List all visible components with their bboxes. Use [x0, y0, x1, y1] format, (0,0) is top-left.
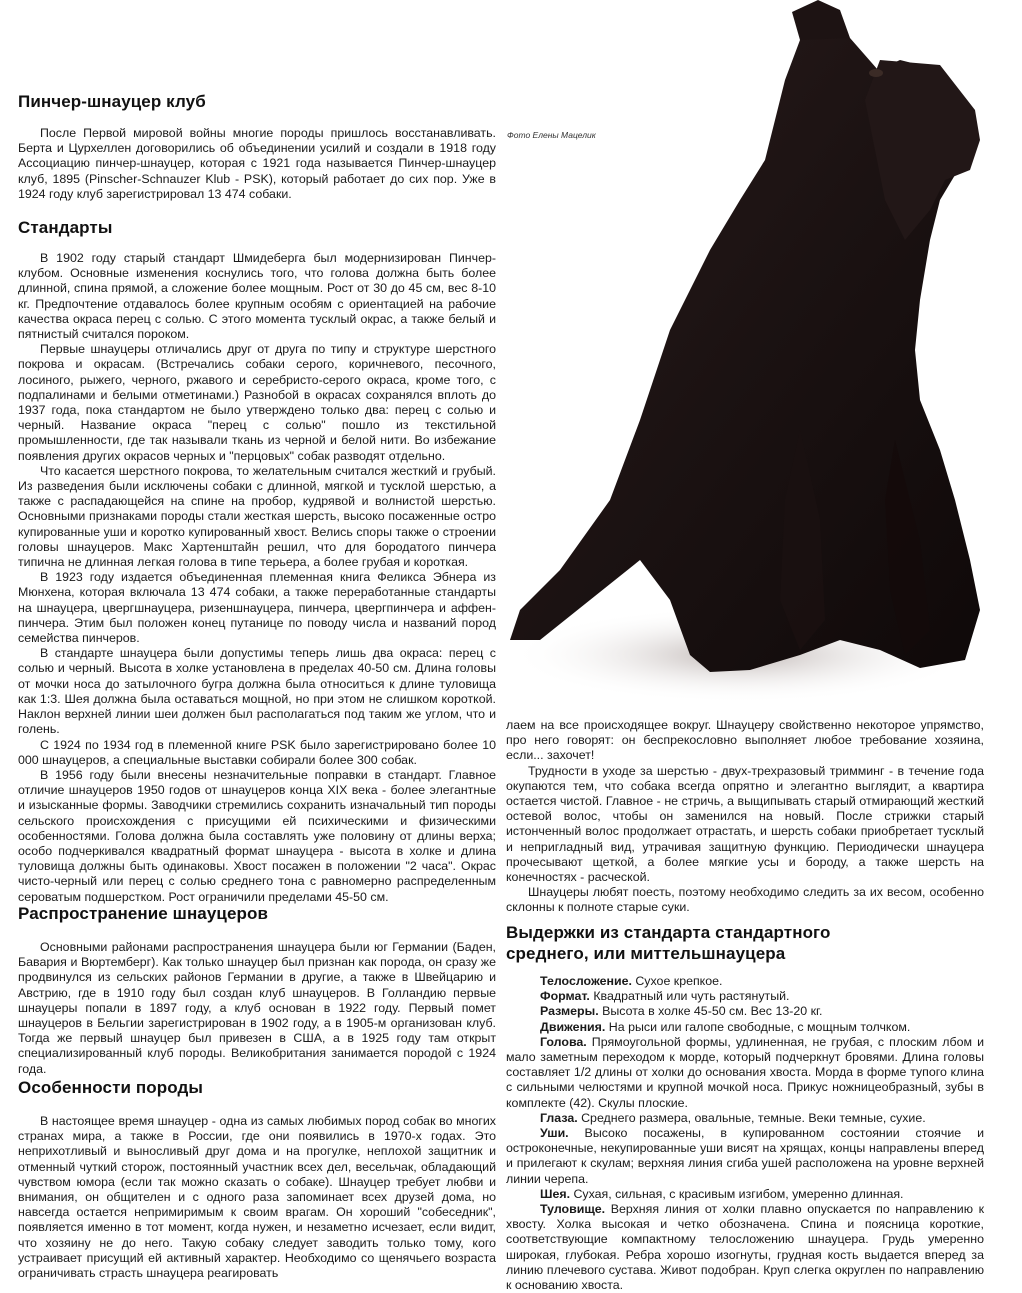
heading-club: Пинчер-шнауцер клуб: [18, 92, 206, 111]
photo-credit: Фото Елены Мацелик: [507, 130, 596, 140]
standard-item: [506, 1187, 984, 1202]
item-text: Высоко посажены, в купированном состоянии стоячие и остроконечные, некупированные уши висят на хрящах, концы направлены вперед и прилегают к скулам; верхняя линия сгиба ушей расположена на уровне верхней линии черепа.: [506, 1126, 984, 1186]
club-text: [18, 126, 496, 202]
heading-standard-excerpt: [506, 922, 984, 964]
paragraph: лаем на все происходящее вокруг. Шнауцеру свойственно некоторое упрямство, про него говорят: он беспрекословно выполняет любое требование хозяина, если... захочет!: [506, 718, 984, 763]
paragraph: Шнауцеры любят поесть, поэтому необходимо следить за их весом, особенно склонны к полноте старые суки.: [506, 885, 984, 915]
heading-spread: Распространение шнауцеров: [18, 904, 269, 923]
paragraph: В 1923 году издается объединенная племенная книга Феликса Эбнера из Мюнхена, которая включала 13 474 собаки, а также переработанные стандарты на шнауцера, цвергшнауцера, ризеншнауцера, пинчера, цвергпинчера и аффен-пинчера. Этим был положен конец путанице по поводу числа и названий пород семейства пинчеров.: [18, 570, 496, 646]
heading-line-1: Выдержки из стандарта стандартного: [506, 923, 831, 942]
paragraph: В настоящее время шнауцер - одна из самых любимых пород собак во многих странах мира, а также в России, где они появились в 1970-х годах. Это неприхотливый и выносливый друг дома и на прогулке, неплохой защитник и отменный чуткий сторож, постоянный участник всех дел, весельчак, обладающий чувством юмора (если так можно сказать о собаке). Шнауцер требует любви и внимания, он общителен и с одного раза запоминает всех друзей дома, но навсегда остается непримиримым к своим врагам. Он хороший "собеседник", появляется именно в тот момент, когда нужен, и незаметно исчезает, если видит, что хозяину не до него. Такую собаку следует заводить только тому, кого устраивает присущий ей активный характер. Необходимо со щенячьего возраста ограничивать страсть шнауцера реагировать: [18, 1114, 496, 1281]
standard-item: [506, 1202, 984, 1293]
item-label: Движения.: [540, 1019, 606, 1034]
standard-excerpt: [506, 922, 984, 1293]
heading-features: Особенности породы: [18, 1078, 203, 1097]
item-text: Сухая, сильная, с красивым изгибом, умеренно длинная.: [570, 1186, 904, 1201]
item-label: Глаза.: [540, 1110, 578, 1125]
heading-line-2: среднего, или миттельшнауцера: [506, 944, 786, 963]
item-label: Размеры.: [540, 1004, 599, 1019]
spread-text: [18, 940, 496, 1077]
item-text: Верхняя линия от холки плавно опускается по направлению к хвосту. Холка высокая и четко обозначена. Спина и поясница короткие, соответствующие компактному телосложению шнауцера. Грудь умеренно широкая, глубокая. Ребра хорошо изогнуты, грудная кость выдается вперед за линию плечевого сустава. Живот подобран. Круп слегка округлен по направлению к основанию хвоста.: [506, 1202, 984, 1293]
standard-item: [506, 1004, 984, 1019]
paragraph: В стандарте шнауцера были допустимы теперь лишь два окраса: перец с солью и черный. Высота в холке установлена в пределах 40-50 см. Длина головы от мочки носа до затылочного бугра должна была относиться к длине туловища как 1:3. Шея должна была оставаться мощной, но при этом не слишком короткой. Наклон верхней линии шеи должен был располагаться под таким же углом, что и голень.: [18, 646, 496, 737]
item-label: Формат.: [540, 989, 590, 1004]
paragraph: В 1956 году были внесены незначительные поправки в стандарт. Главное отличие шнауцеров 1950 годов от шнауцеров конца XIX века - более элегантные и изысканные формы. Заводчики стремились сохранить изначальный тип породы сельского происхождения с присущими ей психическими и физическими особенностями. Голова должна была составлять уже половину от длины верха; особо подчеркивался квадратный формат шнауцера - высота в холке и длина туловища должны быть одинаковы. Хвост посажен в положении "2 часа". Окрас чисто-черный или перец с солью среднего тона с равномерно распределенным сероватым подшерстком. Рост ограничили пределами 45-50 см.: [18, 767, 496, 904]
standard-item: [506, 1020, 984, 1035]
paragraph: После Первой мировой войны многие породы пришлось восстанавливать. Берта и Цурхеллен договорились об объединении усилий и создали в 1918 году Ассоциацию пинчер-шнауцер, которая с 1921 года называется Пинчер-шнауцер клуб, 1895 (Pinscher-Schnauzer Klub - PSK), который работает до сих пор. Уже в 1924 году клуб зарегистрировал 13 474 собаки.: [18, 126, 496, 201]
standard-item: [506, 1111, 984, 1126]
standard-item: [506, 1035, 984, 1111]
heading-standards: Стандарты: [18, 218, 113, 237]
item-text: Прямоугольной формы, удлиненная, не грубая, с плоским лбом и мало заметным переходом к морде, который подчеркнут бровями. Длина головы составляет 1/2 длины от холки до основания хвоста. Морда в форме тупого клина с сильными челюстями и крупной мочкой носа. Прикус ножницеобразный, зубы в комплекте (42). Скулы плоские.: [506, 1034, 984, 1110]
dog-illustration: [500, 0, 1022, 715]
paragraph: Основными районами распространения шнауцера были юг Германии (Баден, Бавария и Вюртемберг). Как только шнауцер был признан как порода, он сразу же продвинулся из сельских районов Германии в другие, а также в Швейцарию и Австрию, где в 1910 году был создан клуб шнауцеров. В Голландию первые шнауцеры попали в 1897 году, а клуб основан в 1922 году. Первый помет шнауцеров в Бельгии зарегистрирован в 1902 году, а в 1905-м организован клуб. Тогда же первый шнауцер был привезен в США, а в 1925 году там открыт специализированный клуб породы. Великобритания занимается породой с 1924 года.: [18, 940, 496, 1076]
item-label: Голова.: [540, 1034, 587, 1049]
schnauzer-photo: [500, 0, 1022, 715]
features-text: [18, 1114, 496, 1281]
paragraph: В 1902 году старый стандарт Шмидеберга был модернизирован Пинчер-клубом. Основные изменения коснулись того, что голова должна быть более длинной, спина прямой, а сложение более мощным. Рост от 30 до 45 см, вес 8-10 кг. Предпочтение отдавалось более крупным особям с ориентацией на рабочие качества окраса перец с солью. С этого момента тусклый окрас, а также белый и пятнистый считался пороком.: [18, 251, 496, 342]
standard-item: [506, 1126, 984, 1187]
standards-text: [18, 251, 496, 905]
item-label: Туловище.: [540, 1202, 606, 1217]
item-label: Шея.: [540, 1186, 571, 1201]
paragraph: Трудности в уходе за шерстью - двух-трехразовый тримминг - в течение года окупаются тем, что собака всегда опрятно и элегантно выглядит, а квартира остается чистой. Главное - не стричь, а выщипывать старый отмирающий жесткий остевой волос, чтобы он заменился на новый. После стрижки старый истонченный волос продолжает отрастать, и шерсть собаки приобретает тусклый и непригладный вид, утрачивая защитную функцию. Периодически шнауцера прочесывают щеткой, а более мягкие усы и бороду, а также шерсть на конечностях - расческой.: [506, 763, 984, 885]
item-text: Квадратный или чуть растянутый.: [589, 989, 790, 1004]
item-label: Уши.: [540, 1126, 569, 1141]
item-label: Телосложение.: [540, 974, 632, 988]
paragraph: С 1924 по 1934 год в племенной книге PSK было зарегистрировано более 10 000 шнауцеров, а специальные выставки собирали более 300 собак.: [18, 737, 496, 767]
item-text: Высота в холке 45-50 см. Вес 13-20 кг.: [598, 1004, 823, 1019]
standard-list: [506, 974, 984, 1293]
paragraph: Первые шнауцеры отличались друг от друга по типу и структуре шерстного покрова и окрасам. (Встречались собаки серого, коричневого, песочного, лосиного, рыжего, черного, ржавого и серебристо-серого окраса, кроме того, с подпалинами и белыми отметинами.) Разнобой в окрасах сохранялся вплоть до 1937 года, пока стандартом не было утверждено только два: перец с солью и черный. Название окраса "перец с солью" пошло из текстильной промышленности, где так называли ткань из черной и белой нити. Во избежание появления других окрасов черных и "перцовых" собак разводят отдельно.: [18, 342, 496, 463]
paragraph: Что касается шерстного покрова, то желательным считался жесткий и грубый. Из разведения были исключены собаки с длинной, мягкой и тусклой шерстью, а также с распадающейся на спине на пробор, кудрявой и волнистой шерстью. Основными признаками породы стали жесткая шерсть, высоко посаженные остро купированные уши и коротко купированный хвост. Велись споры также о строении головы шнауцеров. Макс Хартенштайн решил, что для бородатого пинчера типична не длинная легкая голова в типе терьера, а более грубая и короткая.: [18, 463, 496, 570]
right-column-continuation: [506, 718, 984, 916]
item-text: На рыси или галопе свободные, с мощным толчком.: [605, 1019, 911, 1034]
item-text: Сухое крепкое.: [631, 974, 723, 988]
standard-item: [506, 989, 984, 1004]
standard-item: [506, 974, 984, 989]
item-text: Среднего размера, овальные, темные. Веки темные, сухие.: [577, 1110, 926, 1125]
